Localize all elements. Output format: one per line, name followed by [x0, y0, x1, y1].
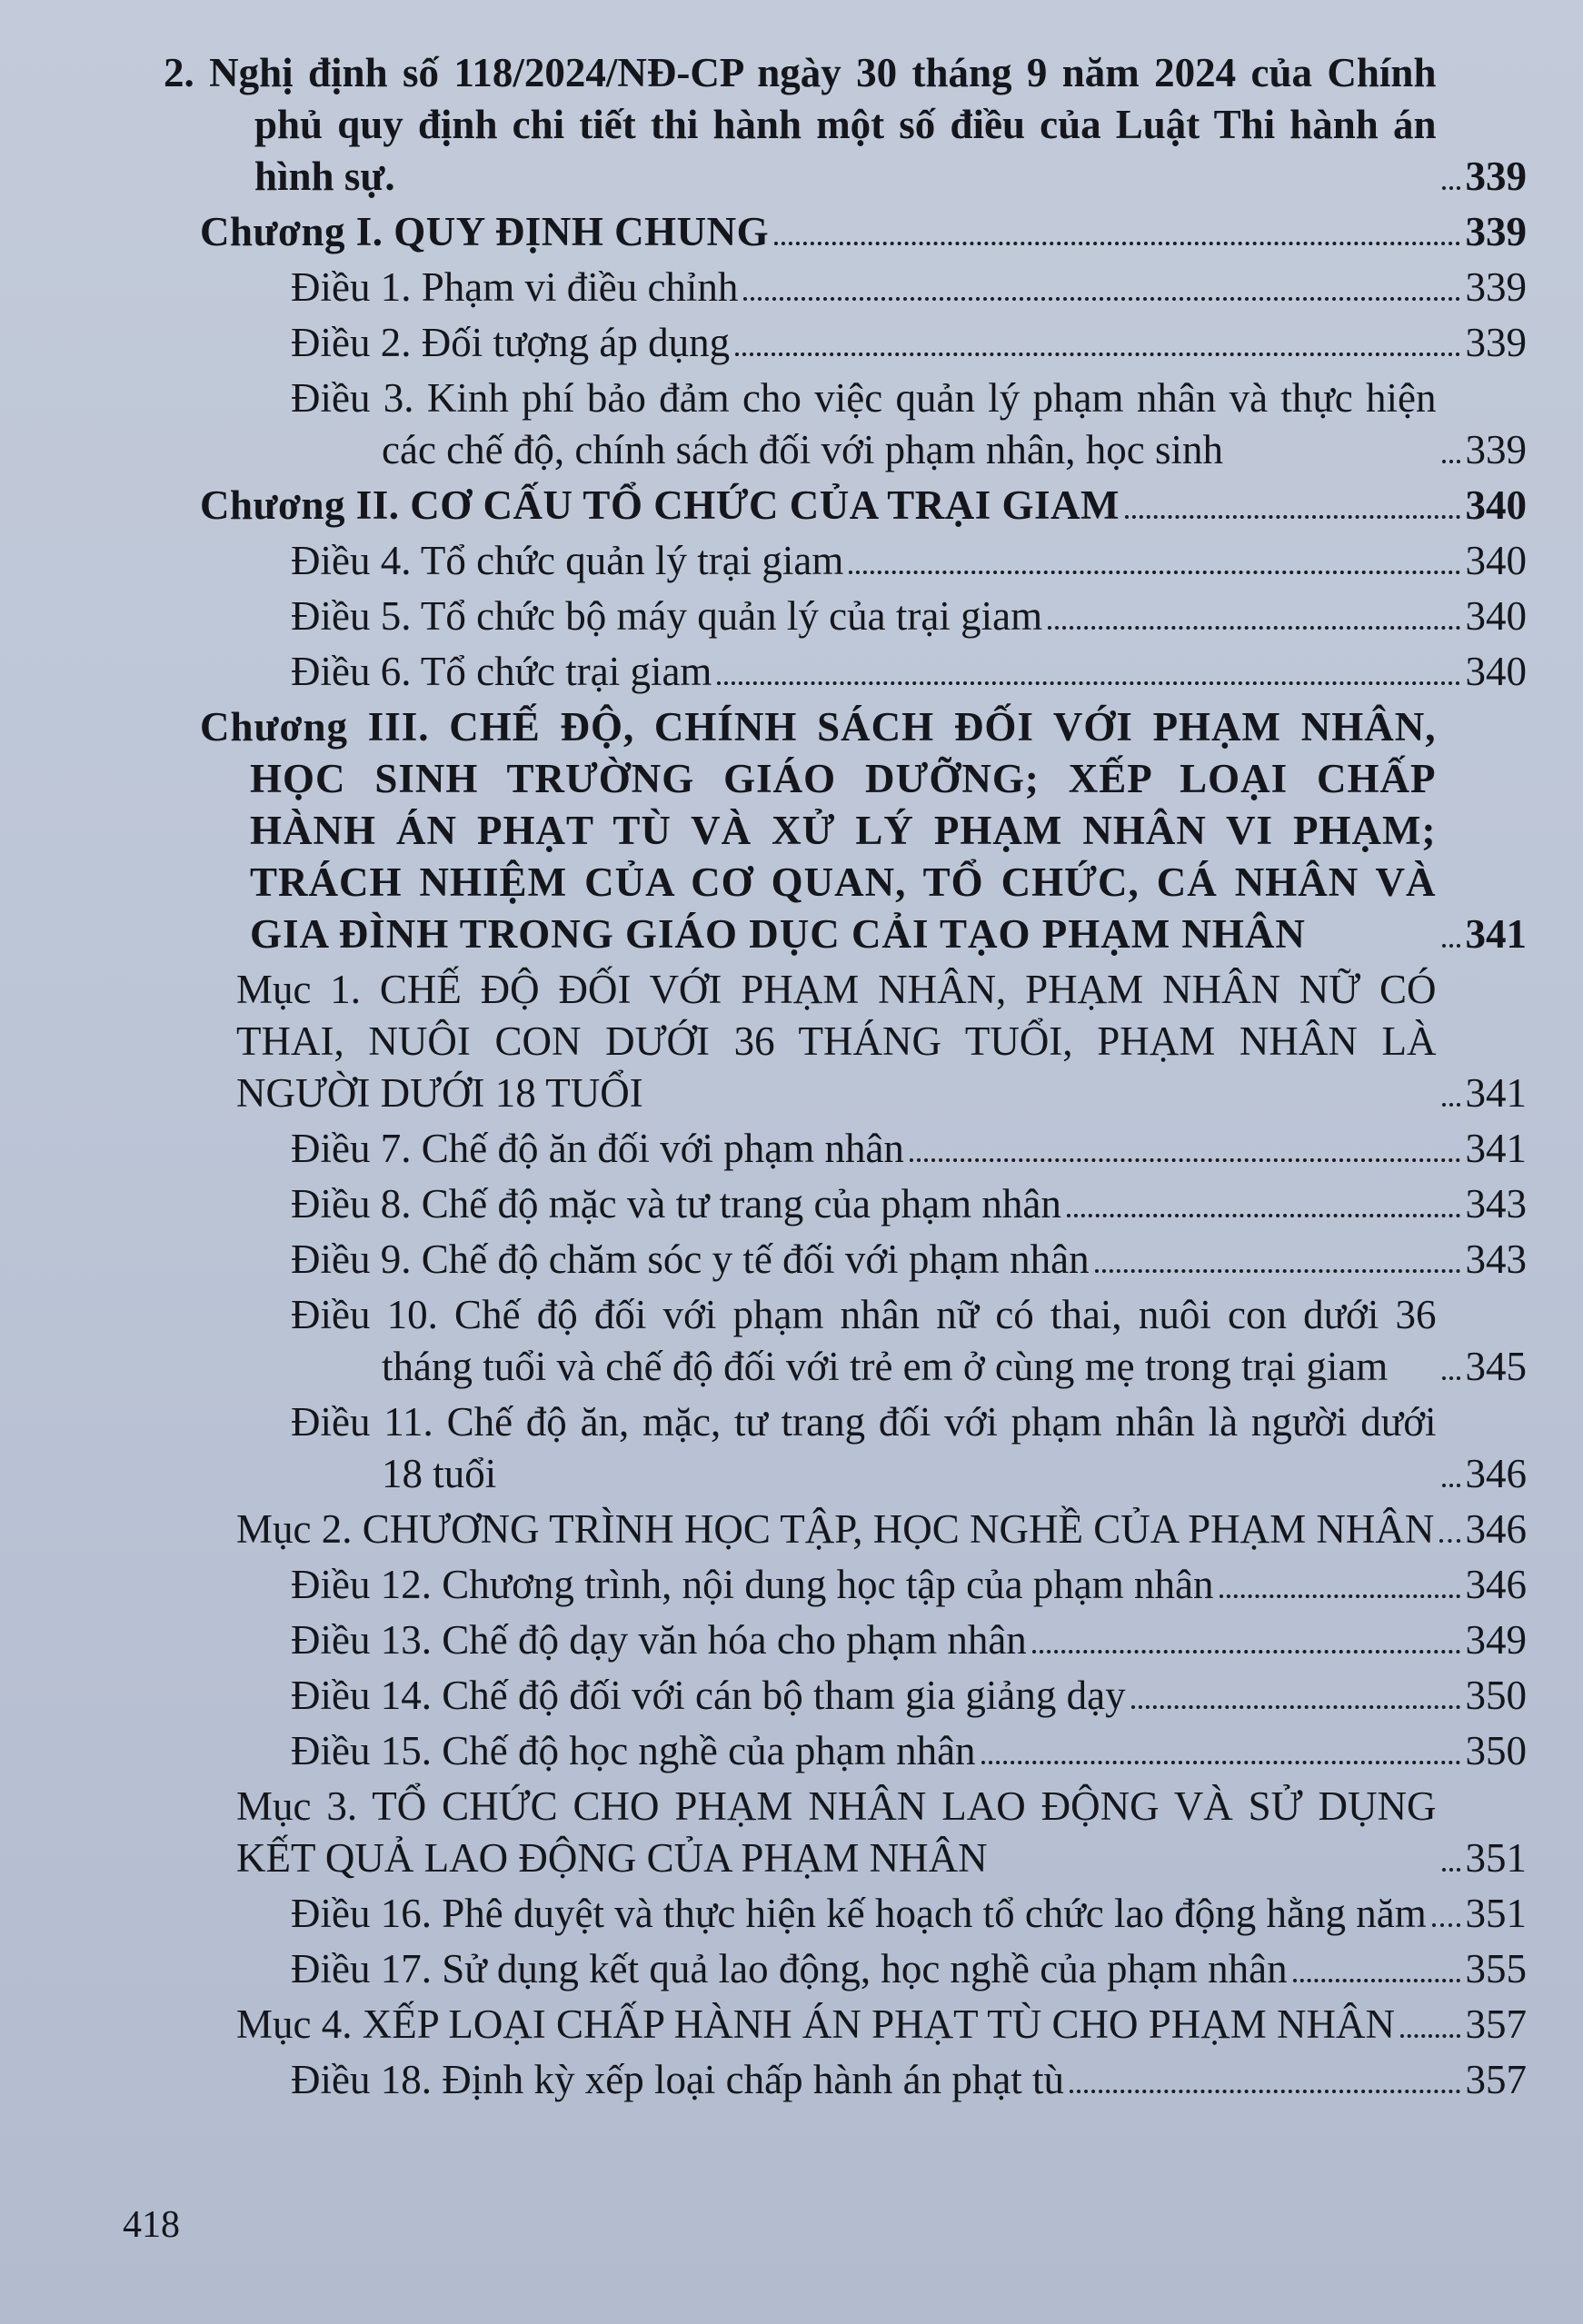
- toc-entry-text: Điều 15. Chế độ học nghề của phạm nhân: [291, 1728, 976, 1773]
- toc-entry-text: Điều 16. Phê duyệt và thực hiện kế hoạch tổ chức lao động hằng năm: [291, 1891, 1427, 1936]
- dot-leader: [735, 352, 1459, 356]
- toc-entry-article-9: [164, 1234, 1527, 1286]
- toc-entry-chapter-1: [164, 206, 1527, 258]
- dot-leader: [849, 570, 1459, 574]
- toc-page-number: 341: [1465, 1070, 1527, 1116]
- dot-leader: [1048, 625, 1459, 630]
- dot-leader: [1442, 943, 1460, 948]
- toc-entry-article-10: [164, 1289, 1527, 1393]
- dot-leader: [1293, 1978, 1460, 1982]
- toc-entry-text: Điều 10. Chế độ đối với phạm nhân nữ có thai, nuôi con dưới 36 tháng tuổi và chế độ đối với trẻ em ở cùng mẹ trong trại giam: [291, 1292, 1437, 1389]
- toc-entry-article-13: [164, 1614, 1527, 1666]
- toc-entry-text: Chương I. QUY ĐỊNH CHUNG: [200, 209, 770, 254]
- toc-page-number: 346: [1465, 1562, 1527, 1607]
- toc-entry-text: Điều 6. Tổ chức trại giam: [291, 649, 712, 694]
- toc-entry-text: Mục 1. CHẾ ĐỘ ĐỐI VỚI PHẠM NHÂN, PHẠM NHÂN NỮ CÓ THAI, NUÔI CON DƯỚI 36 THÁNG TUỔI, PHẠM NHÂN LÀ NGƯỜI DƯỚI 18 TUỔI: [236, 967, 1437, 1116]
- toc-page-number: 339: [1465, 209, 1527, 254]
- toc-page-number: 340: [1465, 649, 1527, 694]
- toc-page-number: 341: [1465, 1126, 1527, 1171]
- dot-leader: [1131, 1704, 1460, 1709]
- toc-entry-section-2: [164, 1504, 1527, 1555]
- toc-page-number: 340: [1465, 593, 1527, 639]
- table-of-contents: [164, 47, 1527, 2110]
- toc-entry-decree: [164, 47, 1527, 203]
- toc-entry-text: Điều 7. Chế độ ăn đối với phạm nhân: [291, 1126, 904, 1171]
- toc-entry-article-5: [164, 591, 1527, 642]
- toc-entry-article-7: [164, 1123, 1527, 1175]
- toc-entry-section-3: [164, 1781, 1527, 1884]
- toc-entry-article-15: [164, 1725, 1527, 1777]
- toc-entry-chapter-2: [164, 480, 1527, 531]
- toc-entry-article-17: [164, 1943, 1527, 1995]
- dot-leader: [1442, 1867, 1460, 1872]
- dot-leader: [910, 1157, 1460, 1162]
- page-number-footer: 418: [123, 2204, 180, 2246]
- dot-leader: [1095, 1268, 1460, 1273]
- toc-page-number: 340: [1465, 482, 1527, 528]
- toc-page-number: 343: [1465, 1236, 1527, 1282]
- toc-page-number: 339: [1465, 154, 1527, 199]
- toc-entry-article-14: [164, 1670, 1527, 1722]
- toc-entry-article-11: [164, 1396, 1527, 1500]
- toc-entry-article-8: [164, 1178, 1527, 1230]
- toc-entry-article-3: [164, 372, 1527, 476]
- dot-leader: [1400, 2033, 1459, 2038]
- dot-leader: [981, 1760, 1460, 1764]
- dot-leader: [1442, 459, 1460, 463]
- dot-leader: [717, 680, 1459, 685]
- dot-leader: [743, 296, 1459, 301]
- toc-page-number: 357: [1465, 2001, 1527, 2047]
- toc-entry-article-12: [164, 1559, 1527, 1611]
- dot-leader: [1439, 1538, 1459, 1543]
- toc-entry-text: Điều 18. Định kỳ xếp loại chấp hành án phạt tù: [291, 2057, 1065, 2102]
- toc-page-number: 351: [1465, 1891, 1527, 1936]
- toc-page-number: 341: [1465, 911, 1527, 957]
- toc-page-number: 346: [1465, 1506, 1527, 1552]
- toc-entry-text: Mục 2. CHƯƠNG TRÌNH HỌC TẬP, HỌC NGHỀ CỦA PHẠM NHÂN: [236, 1506, 1435, 1552]
- toc-entry-text: Điều 2. Đối tượng áp dụng: [291, 320, 731, 365]
- toc-page-number: 349: [1465, 1617, 1527, 1663]
- toc-entry-article-18: [164, 2054, 1527, 2106]
- dot-leader: [774, 241, 1459, 245]
- toc-entry-text: Điều 12. Chương trình, nội dung học tập của phạm nhân: [291, 1562, 1214, 1607]
- toc-page-number: 339: [1465, 264, 1527, 310]
- toc-page-number: 346: [1465, 1451, 1527, 1496]
- toc-entry-section-4: [164, 1999, 1527, 2051]
- toc-page-number: 350: [1465, 1673, 1527, 1718]
- toc-page-number: 355: [1465, 1946, 1527, 1991]
- dot-leader: [1442, 1376, 1460, 1380]
- dot-leader: [1125, 514, 1460, 519]
- dot-leader: [1432, 1922, 1460, 1927]
- toc-entry-text: Chương III. CHẾ ĐỘ, CHÍNH SÁCH ĐỐI VỚI PHẠM NHÂN, HỌC SINH TRƯỜNG GIÁO DƯỠNG; XẾP LOẠI CHẤP HÀNH ÁN PHẠT TÙ VÀ XỬ LÝ PHẠM NHÂN VI PHẠM; TRÁCH NHIỆM CỦA CƠ QUAN, TỔ CHỨC, CÁ NHÂN VÀ GIA ĐÌNH TRONG GIÁO DỤC CẢI TẠO PHẠM NHÂN: [200, 704, 1437, 957]
- toc-entry-text: Điều 11. Chế độ ăn, mặc, tư trang đối với phạm nhân là người dưới 18 tuổi: [291, 1399, 1437, 1496]
- toc-entry-text: Chương II. CƠ CẤU TỔ CHỨC CỦA TRẠI GIAM: [200, 482, 1120, 528]
- toc-entry-text: Điều 3. Kinh phí bảo đảm cho việc quản lý phạm nhân và thực hiện các chế độ, chính sách đối với phạm nhân, học sinh: [291, 375, 1437, 472]
- toc-entry-chapter-3: [164, 701, 1527, 960]
- toc-entry-article-1: [164, 262, 1527, 313]
- toc-entry-text: Điều 1. Phạm vi điều chỉnh: [291, 264, 739, 310]
- dot-leader: [1070, 2089, 1459, 2093]
- toc-entry-text: 2. Nghị định số 118/2024/NĐ-CP ngày 30 tháng 9 năm 2024 của Chính phủ quy định chi tiết thi hành một số điều của Luật Thi hành án hình sự.: [164, 50, 1437, 199]
- dot-leader: [1442, 1102, 1460, 1107]
- dot-leader: [1067, 1213, 1460, 1217]
- toc-page-number: 339: [1465, 427, 1527, 472]
- toc-entry-text: Điều 8. Chế độ mặc và tư trang của phạm nhân: [291, 1181, 1061, 1227]
- dot-leader: [1032, 1649, 1460, 1654]
- dot-leader: [1220, 1594, 1460, 1598]
- toc-entry-article-4: [164, 535, 1527, 587]
- toc-entry-text: Mục 3. TỔ CHỨC CHO PHẠM NHÂN LAO ĐỘNG VÀ SỬ DỤNG KẾT QUẢ LAO ĐỘNG CỦA PHẠM NHÂN: [236, 1783, 1437, 1881]
- toc-entry-text: Điều 9. Chế độ chăm sóc y tế đối với phạm nhân: [291, 1236, 1090, 1282]
- toc-page-number: 351: [1465, 1835, 1527, 1881]
- toc-entry-text: Điều 14. Chế độ đối với cán bộ tham gia giảng dạy: [291, 1673, 1126, 1718]
- dot-leader: [1442, 1483, 1460, 1487]
- toc-entry-text: Điều 17. Sử dụng kết quả lao động, học nghề của phạm nhân: [291, 1946, 1288, 1991]
- toc-entry-article-6: [164, 646, 1527, 698]
- toc-entry-article-2: [164, 317, 1527, 369]
- toc-entry-text: Mục 4. XẾP LOẠI CHẤP HÀNH ÁN PHẠT TÙ CHO PHẠM NHÂN: [236, 2001, 1396, 2047]
- toc-entry-article-16: [164, 1888, 1527, 1940]
- toc-page-number: 343: [1465, 1181, 1527, 1227]
- toc-page-number: 345: [1465, 1344, 1527, 1389]
- toc-entry-section-1: [164, 964, 1527, 1119]
- toc-page-number: 357: [1465, 2057, 1527, 2102]
- toc-entry-text: Điều 4. Tổ chức quản lý trại giam: [291, 538, 844, 583]
- toc-entry-text: Điều 13. Chế độ dạy văn hóa cho phạm nhân: [291, 1617, 1027, 1663]
- toc-page-number: 350: [1465, 1728, 1527, 1773]
- toc-page-number: 339: [1465, 320, 1527, 365]
- toc-page-number: 340: [1465, 538, 1527, 583]
- dot-leader: [1442, 185, 1460, 190]
- toc-entry-text: Điều 5. Tổ chức bộ máy quản lý của trại giam: [291, 593, 1043, 639]
